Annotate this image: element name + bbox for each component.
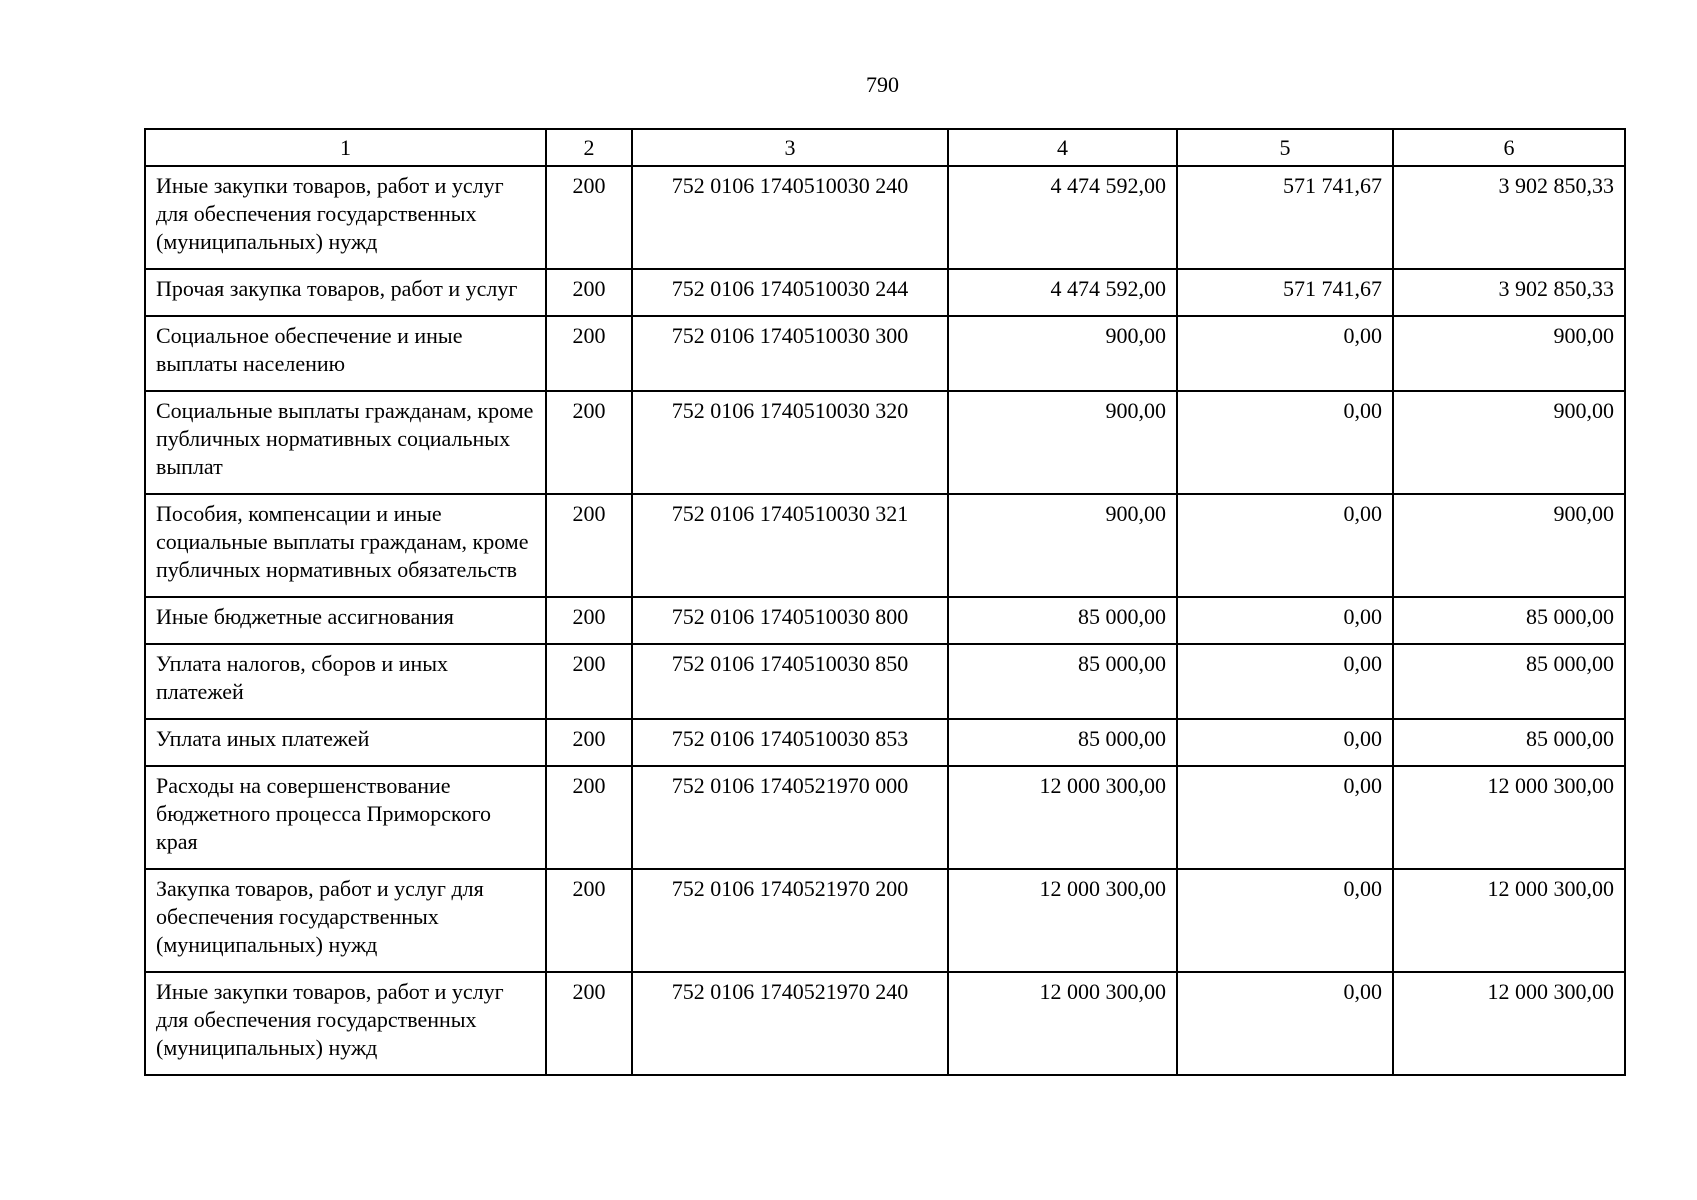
table-row (145, 269, 1625, 316)
row-col2: 200 (546, 269, 632, 316)
row-col2: 200 (546, 719, 632, 766)
row-col2: 200 (546, 494, 632, 597)
header-cell: 3 (632, 129, 948, 166)
header-cell: 1 (145, 129, 546, 166)
row-col5: 0,00 (1177, 316, 1393, 391)
row-code: 752 0106 1740510030 800 (632, 597, 948, 644)
row-code: 752 0106 1740510030 244 (632, 269, 948, 316)
row-name: Социальное обеспечение и иные выплаты населению (145, 316, 546, 391)
header-cell: 4 (948, 129, 1177, 166)
row-col2: 200 (546, 316, 632, 391)
row-col4: 85 000,00 (948, 644, 1177, 719)
row-col2: 200 (546, 869, 632, 972)
row-col5: 0,00 (1177, 869, 1393, 972)
row-col6: 85 000,00 (1393, 719, 1625, 766)
row-col6: 12 000 300,00 (1393, 869, 1625, 972)
row-col4: 12 000 300,00 (948, 766, 1177, 869)
budget-table (144, 128, 1626, 1076)
table-body (145, 166, 1625, 1075)
row-col4: 900,00 (948, 316, 1177, 391)
row-name: Иные бюджетные ассигнования (145, 597, 546, 644)
row-col2: 200 (546, 597, 632, 644)
row-col4: 4 474 592,00 (948, 269, 1177, 316)
row-col4: 4 474 592,00 (948, 166, 1177, 269)
row-col2: 200 (546, 391, 632, 494)
row-col5: 0,00 (1177, 766, 1393, 869)
table-row (145, 869, 1625, 972)
table-row (145, 597, 1625, 644)
row-col6: 85 000,00 (1393, 644, 1625, 719)
row-code: 752 0106 1740510030 853 (632, 719, 948, 766)
row-code: 752 0106 1740510030 300 (632, 316, 948, 391)
row-code: 752 0106 1740510030 321 (632, 494, 948, 597)
row-col4: 12 000 300,00 (948, 972, 1177, 1075)
row-col5: 0,00 (1177, 391, 1393, 494)
row-name: Прочая закупка товаров, работ и услуг (145, 269, 546, 316)
page-number: 790 (866, 72, 899, 97)
table-row (145, 494, 1625, 597)
header-cell: 5 (1177, 129, 1393, 166)
row-name: Закупка товаров, работ и услуг для обеспечения государственных (муниципальных) нужд (145, 869, 546, 972)
row-name: Уплата налогов, сборов и иных платежей (145, 644, 546, 719)
table-header (145, 129, 1625, 166)
row-col5: 571 741,67 (1177, 269, 1393, 316)
table-row (145, 644, 1625, 719)
row-col4: 85 000,00 (948, 719, 1177, 766)
table-row (145, 316, 1625, 391)
header-cell: 2 (546, 129, 632, 166)
row-col5: 0,00 (1177, 494, 1393, 597)
row-code: 752 0106 1740510030 240 (632, 166, 948, 269)
row-name: Уплата иных платежей (145, 719, 546, 766)
table-row (145, 972, 1625, 1075)
row-col4: 900,00 (948, 391, 1177, 494)
row-col6: 3 902 850,33 (1393, 269, 1625, 316)
row-col2: 200 (546, 644, 632, 719)
row-code: 752 0106 1740521970 240 (632, 972, 948, 1075)
row-name: Иные закупки товаров, работ и услуг для обеспечения государственных (муниципальных) нужд (145, 166, 546, 269)
row-code: 752 0106 1740521970 000 (632, 766, 948, 869)
header-row (145, 129, 1625, 166)
row-col2: 200 (546, 766, 632, 869)
row-col6: 12 000 300,00 (1393, 972, 1625, 1075)
row-col6: 3 902 850,33 (1393, 166, 1625, 269)
row-col2: 200 (546, 972, 632, 1075)
row-col6: 900,00 (1393, 316, 1625, 391)
row-col5: 0,00 (1177, 644, 1393, 719)
row-code: 752 0106 1740510030 320 (632, 391, 948, 494)
table-row (145, 719, 1625, 766)
row-col6: 12 000 300,00 (1393, 766, 1625, 869)
row-col4: 12 000 300,00 (948, 869, 1177, 972)
row-name: Социальные выплаты гражданам, кроме публичных нормативных социальных выплат (145, 391, 546, 494)
row-col6: 85 000,00 (1393, 597, 1625, 644)
table-row (145, 391, 1625, 494)
row-col2: 200 (546, 166, 632, 269)
table-row (145, 166, 1625, 269)
row-code: 752 0106 1740510030 850 (632, 644, 948, 719)
row-col5: 571 741,67 (1177, 166, 1393, 269)
row-col6: 900,00 (1393, 391, 1625, 494)
row-col4: 85 000,00 (948, 597, 1177, 644)
row-name: Иные закупки товаров, работ и услуг для обеспечения государственных (муниципальных) нужд (145, 972, 546, 1075)
row-col5: 0,00 (1177, 719, 1393, 766)
row-col4: 900,00 (948, 494, 1177, 597)
row-code: 752 0106 1740521970 200 (632, 869, 948, 972)
table-row (145, 766, 1625, 869)
header-cell: 6 (1393, 129, 1625, 166)
row-col6: 900,00 (1393, 494, 1625, 597)
row-name: Расходы на совершенствование бюджетного процесса Приморского края (145, 766, 546, 869)
row-col5: 0,00 (1177, 972, 1393, 1075)
row-name: Пособия, компенсации и иные социальные выплаты гражданам, кроме публичных нормативных обязательств (145, 494, 546, 597)
row-col5: 0,00 (1177, 597, 1393, 644)
